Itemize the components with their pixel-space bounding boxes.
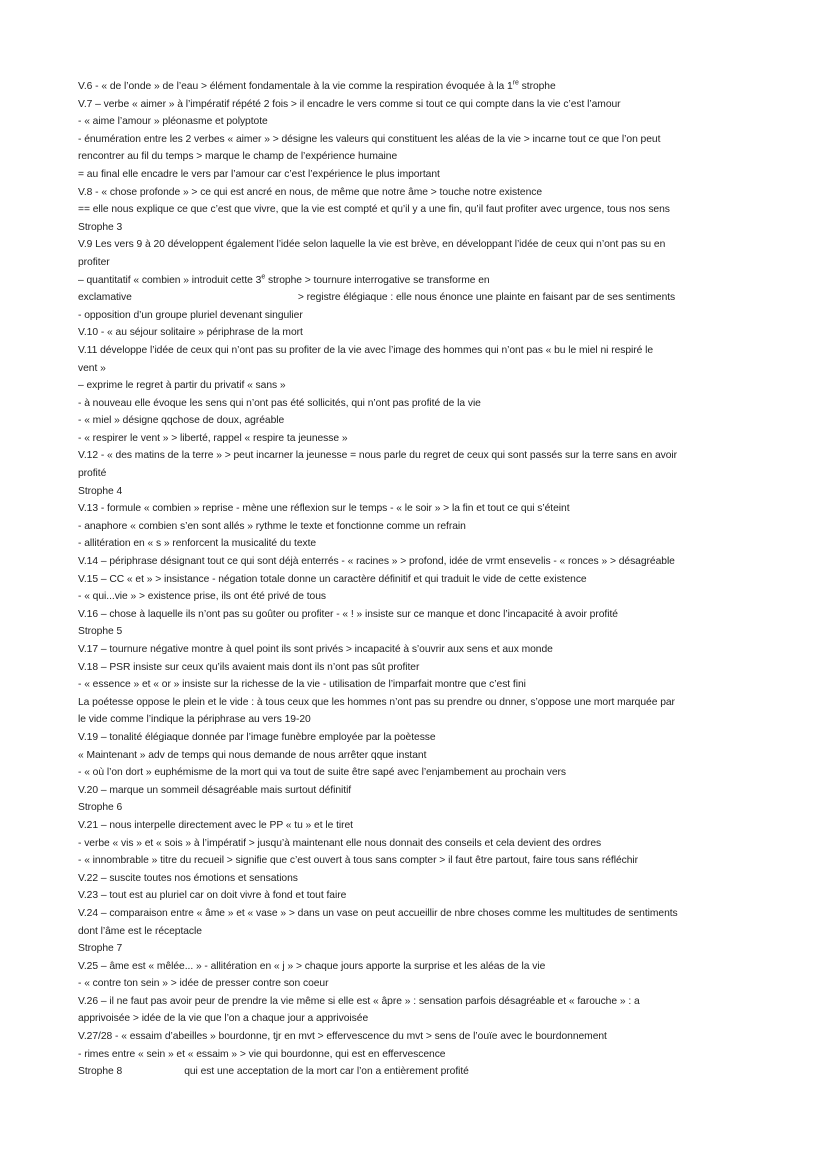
section-heading: Strophe 5 [78,626,123,638]
text-line: V.21 – nous interpelle directement avec le PP « tu » et le tiret [78,819,353,831]
text-line: V.11 développe l’idée de ceux qui n’ont pas su profiter de la vie avec l’image des hommes qui n’ont pas « bu le miel ni respiré le [78,344,654,356]
text-line: V.10 - « au séjour solitaire » périphrase de la mort [78,327,303,339]
text-line: - anaphore « combien s’en sont allés » rythme le texte et fonctionne comme un refrain [78,520,466,532]
section-heading: Strophe 7 [78,943,123,955]
text-line: profité [78,468,107,480]
text-line: - « respirer le vent » > liberté, rappel « respire ta jeunesse » [78,432,348,444]
text-line: V.13 - formule « combien » reprise - mène une réflexion sur le temps - « le soir » > la fin et tout ce qui s’éteint [78,503,570,515]
text-line: V.9 Les vers 9 à 20 développent également l’idée selon laquelle la vie est brève, en développant l’idée de ceux qui n’ont pas su en [78,239,666,251]
text-line: V.8 - « chose profonde » > ce qui est ancré en nous, de même que notre âme > touche notre existence [78,186,543,198]
text-line: == elle nous explique ce que c’est que vivre, que la vie est compté et qu’il y a une fin, qu’il faut profiter avec urgence, tous nos sens [78,204,670,216]
section-heading: Strophe 6 [78,802,123,814]
text-line: V.14 – périphrase désignant tout ce qui sont déjà enterrés - « racines » > profond, idée de vrmt ensevelis - « ronces » > désagréable [78,556,675,568]
text-line: V.6 - « de l’onde » de l’eau > élément fondamentale à la vie comme la respiration évoquée à la 1re strophe [78,79,556,92]
text-line: - opposition d’un groupe pluriel devenant singulier [78,309,303,321]
text-line: - énumération entre les 2 verbes « aimer » > désigne les valeurs qui constituent les aléas de la vie > incarne tout ce que l’on peut [78,133,661,145]
text-line: V.22 – suscite toutes nos émotions et sensations [78,872,298,884]
text-line: - « où l’on dort » euphémisme de la mort qui va tout de suite être sapé avec l’enjambement au prochain vers [78,767,567,779]
text-line: vent » [78,362,106,374]
text-line: dont l’âme est le réceptacle [78,925,202,937]
text-line: exclamative > registre élégiaque : elle nous énonce une plainte en faisant par de ses sentiments [78,292,676,304]
text-line: - allitération en « s » renforcent la musicalité du texte [78,538,317,550]
text-line: V.17 – tournure négative montre à quel point ils sont privés > incapacité à s’ouvrir aux sens et aux monde [78,644,553,655]
text-line: Strophe 8 qui est une acceptation de la mort car l’on a entièrement profité [78,1066,469,1078]
section-heading: Strophe 3 [78,221,123,233]
text-line: = au final elle encadre le vers par l’amour car c’est l’expérience le plus important [78,168,440,180]
text-line: profiter [78,256,110,268]
text-line: V.19 – tonalité élégiaque donnée par l’image funèbre employée par la poètesse [78,731,436,743]
text-line: V.26 – il ne faut pas avoir peur de prendre la vie même si elle est « âpre » : sensation parfois désagréable et « farouche » : a [78,995,640,1007]
text-line: V.16 – chose à laquelle ils n’ont pas su goûter ou profiter - « ! » insiste sur ce manque et donc l’incapacité à avoir profité [78,608,618,620]
text-line: - verbe « vis » et « sois » à l’impératif > jusqu’à maintenant elle nous donnait des conseils et cela devient des ordres [78,837,602,849]
text-line: V.7 – verbe « aimer » à l’impératif répété 2 fois > il encadre le vers comme si tout ce qui compte dans la vie c’est l’amour [78,98,621,110]
superscript: re [512,79,519,87]
text-line: - « miel » désigne qqchose de doux, agréable [78,415,285,427]
text-line: - « aime l’amour » pléonasme et polyptote [78,116,268,128]
document-page [78,78,750,1081]
section-heading: Strophe 4 [78,485,123,497]
section-heading: Strophe 8 [78,1066,123,1078]
text-line: V.15 – CC « et » > insistance - négation totale donne un caractère définitif et qui traduit le vide de cette existence [78,573,587,585]
text-line: « Maintenant » adv de temps qui nous demande de nous arrêter qque instant [78,749,427,761]
text-line: – quantitatif « combien » introduit cette 3e strophe > tournure interrogative se transforme en [78,273,490,286]
text-line: V.27/28 - « essaim d’abeilles » bourdonne, tjr en mvt > effervescence du mvt > sens de l’ouïe avec le bourdonnement [78,1031,607,1043]
text-line: - « essence » et « or » insiste sur la richesse de la vie - utilisation de l’imparfait montre que c’est fini [78,679,526,691]
text-line: - rimes entre « sein » et « essaim » > vie qui bourdonne, qui est en effervescence [78,1048,446,1060]
text-line: V.23 – tout est au pluriel car on doit vivre à fond et tout faire [78,890,347,902]
text-line: V.24 – comparaison entre « âme » et « vase » > dans un vase on peut accueillir de nbre choses comme les multitudes de sentiments [78,907,678,919]
text-line: V.12 - « des matins de la terre » > peut incarner la jeunesse = nous parle du regret de ceux qui sont passés sur la terre sans en avoir [78,450,678,462]
text-line: le vide comme l’indique la périphrase au vers 19-20 [78,714,311,726]
text-line: V.20 – marque un sommeil désagréable mais surtout définitif [78,784,352,796]
text-line: V.18 – PSR insiste sur ceux qu’ils avaient mais dont ils n’ont pas sût profiter [78,661,420,673]
text-line: apprivoisée > idée de la vie que l’on a chaque jour a apprivoisée [78,1013,369,1025]
text-line: – exprime le regret à partir du privatif « sans » [78,380,286,392]
text-line: La poétesse oppose le plein et le vide : à tous ceux que les hommes n’ont pas su prendre ou dnner, s’oppose une mort marquée par [78,696,675,708]
text-line: - « qui...vie » > existence prise, ils ont été privé de tous [78,591,326,603]
superscript: e [261,273,266,281]
text-line: - à nouveau elle évoque les sens qui n’ont pas été sollicités, qui n’ont pas profité de la vie [78,397,481,409]
text-line: - « contre ton sein » > idée de presser contre son coeur [78,978,329,990]
text-line: rencontrer au fil du temps > marque le champ de l’expérience humaine [78,151,398,163]
text-line: V.25 – âme est « mêlée... » - allitération en « j » > chaque jours apporte la surprise et les aléas de la vie [78,960,546,972]
text-line: - « innombrable » titre du recueil > signifie que c’est ouvert à tous sans compter > il faut être partout, faire tous sans réfléchir [78,855,639,867]
